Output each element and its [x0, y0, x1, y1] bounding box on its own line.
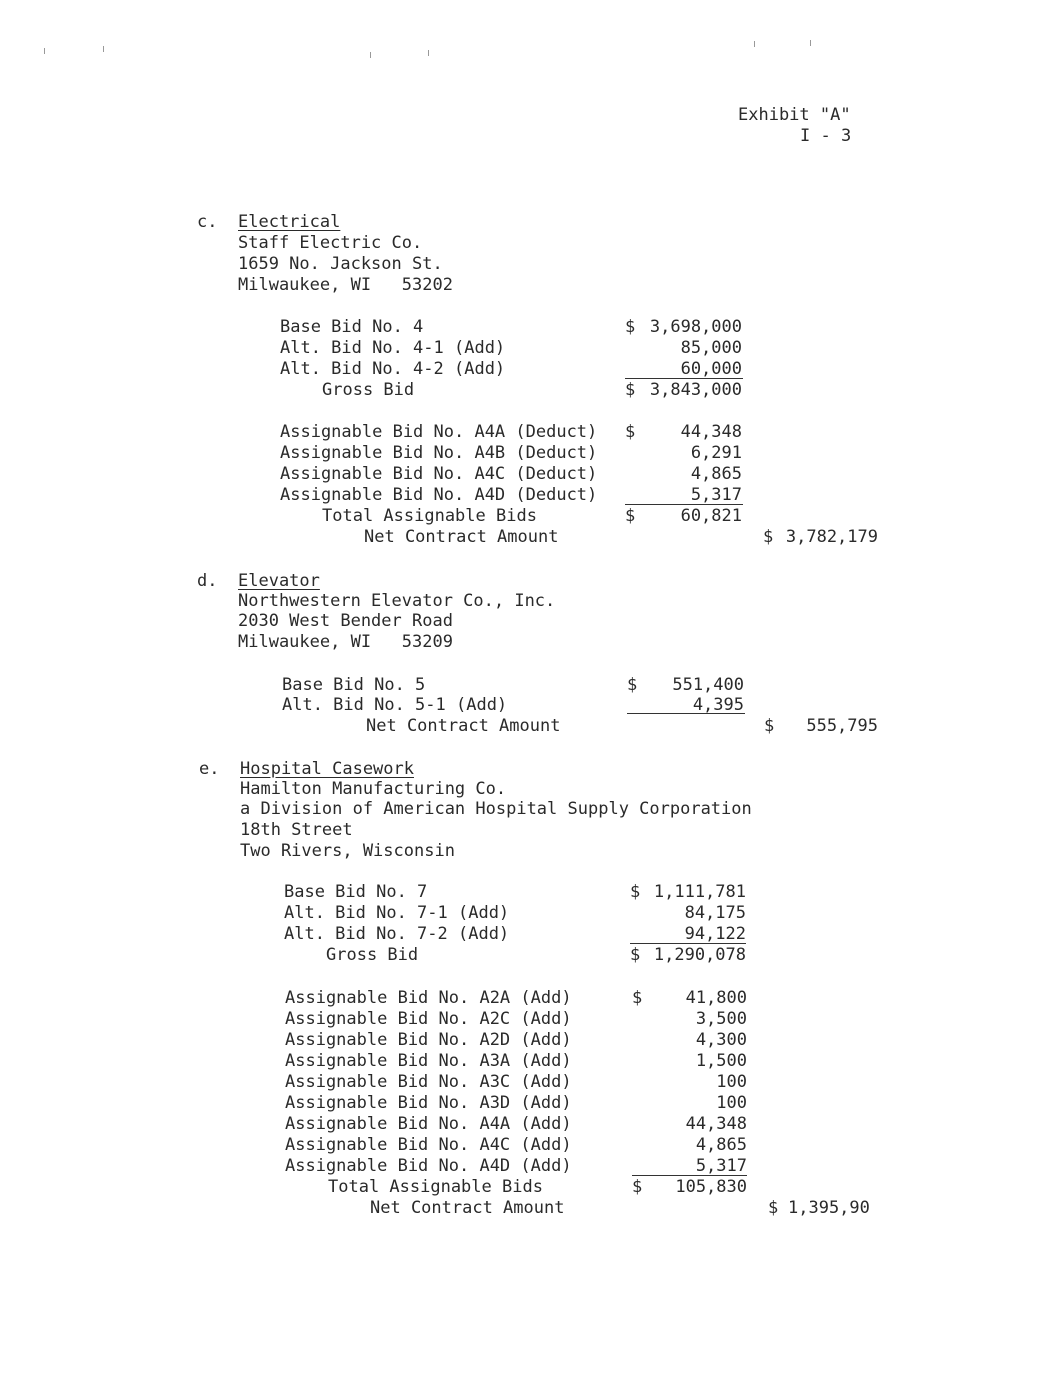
- dollar-sign: $: [630, 945, 641, 965]
- assignable-bid-label: Assignable Bid No. A4C (Deduct): [280, 464, 598, 484]
- scan-mark: [810, 40, 811, 46]
- company-line: Milwaukee, WI 53202: [238, 275, 453, 295]
- sum-rule: [627, 713, 745, 714]
- gross-bid-amount: 1,290,078: [653, 945, 746, 965]
- bid-label: Alt. Bid No. 7-2 (Add): [284, 924, 510, 944]
- assignable-bid-amount: 4,865: [695, 1135, 747, 1155]
- net-contract-label: Net Contract Amount: [366, 716, 561, 736]
- section-title-elevator: Elevator: [238, 571, 320, 591]
- exhibit-label: Exhibit "A": [738, 105, 851, 125]
- assignable-bid-label: Assignable Bid No. A4A (Add): [285, 1114, 572, 1134]
- assignable-bid-amount: 100: [716, 1093, 747, 1113]
- scan-mark: [370, 52, 371, 58]
- bid-amount: 3,698,000: [649, 317, 742, 337]
- net-contract-label: Net Contract Amount: [364, 527, 559, 547]
- scan-mark: [44, 48, 45, 54]
- company-line: 1659 No. Jackson St.: [238, 254, 443, 274]
- bid-amount: 60,000: [680, 359, 742, 379]
- company-line: a Division of American Hospital Supply Corporation: [240, 799, 752, 819]
- gross-bid-amount: 3,843,000: [649, 380, 742, 400]
- assignable-bid-label: Assignable Bid No. A3D (Add): [285, 1093, 572, 1113]
- bid-label: Alt. Bid No. 7-1 (Add): [284, 903, 510, 923]
- bid-label: Base Bid No. 5: [282, 675, 426, 695]
- company-line: Hamilton Manufacturing Co.: [240, 779, 507, 799]
- bid-amount: 94,122: [684, 924, 746, 944]
- dollar-sign: $: [764, 716, 775, 736]
- bid-amount: 551,400: [672, 675, 744, 695]
- net-contract-amount: 1,395,90: [788, 1198, 870, 1218]
- page-number: I - 3: [800, 126, 852, 146]
- bid-amount: 84,175: [684, 903, 746, 923]
- scan-mark: [428, 50, 429, 56]
- total-assignable-amount: 105,830: [675, 1177, 747, 1197]
- section-title-electrical: Electrical: [238, 212, 341, 232]
- scan-mark: [103, 46, 104, 52]
- assignable-bid-amount: 44,348: [680, 422, 742, 442]
- assignable-bid-label: Assignable Bid No. A2C (Add): [285, 1009, 572, 1029]
- sum-rule: [625, 504, 743, 505]
- company-line: Northwestern Elevator Co., Inc.: [238, 591, 556, 611]
- dollar-sign: $: [630, 882, 641, 902]
- section-title-hospital-casework: Hospital Casework: [240, 759, 414, 779]
- assignable-bid-label: Assignable Bid No. A2D (Add): [285, 1030, 572, 1050]
- dollar-sign: $: [627, 675, 638, 695]
- assignable-bid-amount: 6,291: [690, 443, 742, 463]
- net-contract-amount: 3,782,179: [785, 527, 878, 547]
- total-assignable-label: Total Assignable Bids: [328, 1177, 543, 1197]
- company-line: Milwaukee, WI 53209: [238, 632, 453, 652]
- assignable-bid-label: Assignable Bid No. A3C (Add): [285, 1072, 572, 1092]
- scan-mark: [754, 41, 755, 47]
- gross-bid-label: Gross Bid: [326, 945, 419, 965]
- bid-label: Alt. Bid No. 4-2 (Add): [280, 359, 506, 379]
- dollar-sign: $: [768, 1198, 779, 1218]
- bid-label: Base Bid No. 7: [284, 882, 428, 902]
- assignable-bid-amount: 41,800: [685, 988, 747, 1008]
- bid-label: Alt. Bid No. 4-1 (Add): [280, 338, 506, 358]
- assignable-bid-label: Assignable Bid No. A3A (Add): [285, 1051, 572, 1071]
- assignable-bid-label: Assignable Bid No. A4D (Add): [285, 1156, 572, 1176]
- dollar-sign: $: [763, 527, 774, 547]
- total-assignable-label: Total Assignable Bids: [322, 506, 537, 526]
- assignable-bid-label: Assignable Bid No. A4C (Add): [285, 1135, 572, 1155]
- company-line: Two Rivers, Wisconsin: [240, 841, 455, 861]
- company-line: 18th Street: [240, 820, 353, 840]
- section-letter: c.: [197, 212, 218, 232]
- assignable-bid-amount: 44,348: [685, 1114, 747, 1134]
- company-line: 2030 West Bender Road: [238, 611, 453, 631]
- dollar-sign: $: [625, 422, 636, 442]
- company-line: Staff Electric Co.: [238, 233, 423, 253]
- assignable-bid-label: Assignable Bid No. A4B (Deduct): [280, 443, 598, 463]
- assignable-bid-label: Assignable Bid No. A2A (Add): [285, 988, 572, 1008]
- assignable-bid-amount: 5,317: [690, 485, 742, 505]
- sum-rule: [625, 378, 743, 379]
- bid-label: Base Bid No. 4: [280, 317, 424, 337]
- total-assignable-amount: 60,821: [680, 506, 742, 526]
- assignable-bid-amount: 4,865: [690, 464, 742, 484]
- assignable-bid-label: Assignable Bid No. A4D (Deduct): [280, 485, 598, 505]
- dollar-sign: $: [625, 506, 636, 526]
- dollar-sign: $: [625, 317, 636, 337]
- dollar-sign: $: [632, 1177, 643, 1197]
- section-letter: d.: [197, 571, 218, 591]
- net-contract-amount: 555,795: [806, 716, 878, 736]
- bid-amount: 1,111,781: [653, 882, 746, 902]
- dollar-sign: $: [625, 380, 636, 400]
- assignable-bid-amount: 1,500: [695, 1051, 747, 1071]
- assignable-bid-label: Assignable Bid No. A4A (Deduct): [280, 422, 598, 442]
- gross-bid-label: Gross Bid: [322, 380, 415, 400]
- assignable-bid-amount: 100: [716, 1072, 747, 1092]
- section-letter: e.: [199, 759, 220, 779]
- assignable-bid-amount: 3,500: [695, 1009, 747, 1029]
- assignable-bid-amount: 5,317: [695, 1156, 747, 1176]
- sum-rule: [630, 943, 746, 944]
- bid-amount: 85,000: [680, 338, 742, 358]
- dollar-sign: $: [632, 988, 643, 1008]
- assignable-bid-amount: 4,300: [695, 1030, 747, 1050]
- bid-amount: 4,395: [692, 695, 744, 715]
- bid-label: Alt. Bid No. 5-1 (Add): [282, 695, 508, 715]
- net-contract-label: Net Contract Amount: [370, 1198, 565, 1218]
- sum-rule: [632, 1175, 747, 1176]
